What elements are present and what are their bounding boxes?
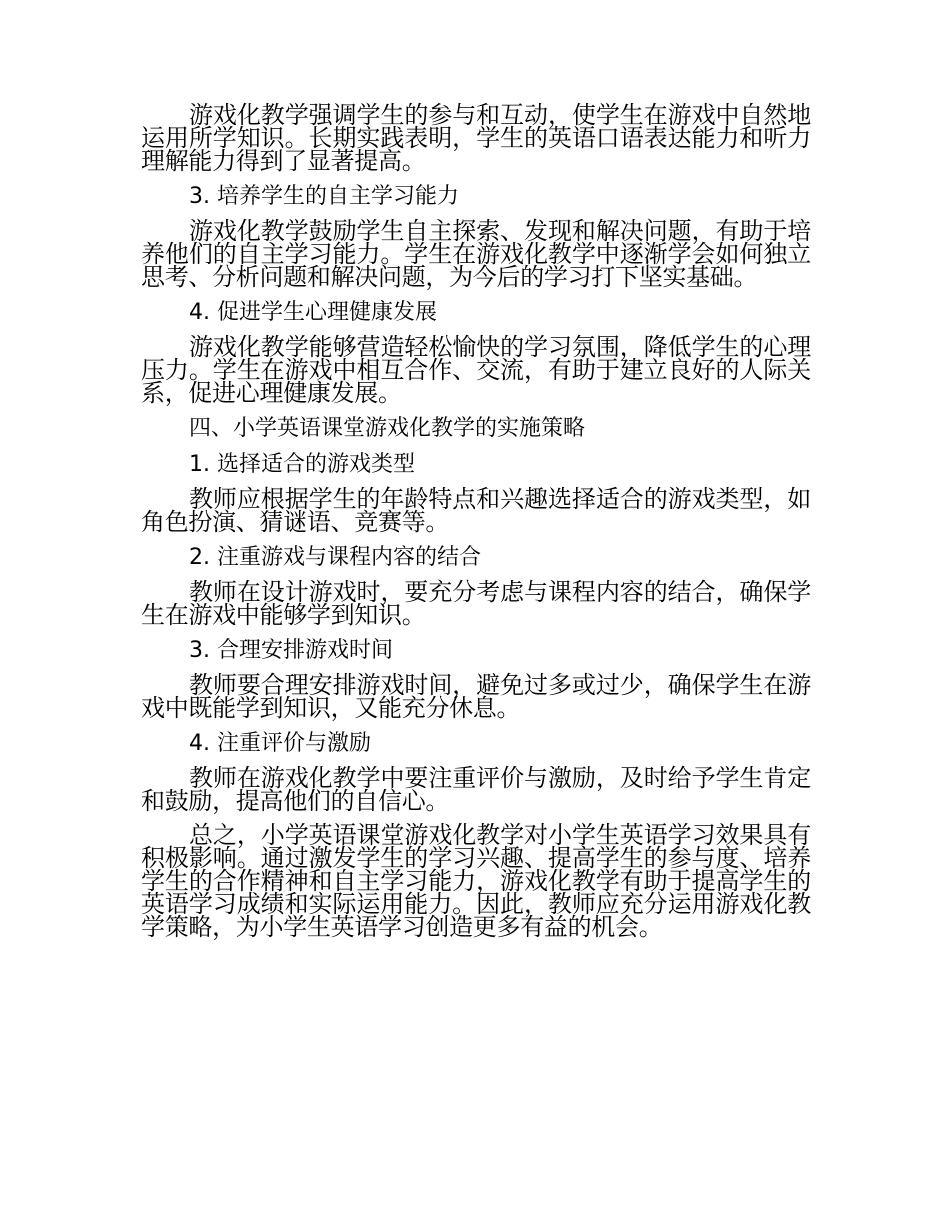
paragraph-mental-health: 游戏化教学能够营造轻松愉快的学习氛围，降低学生的心理压力。学生在游戏中相互合作、交流，有助于建立良好的人际关系，促进心理健康发展。	[141, 333, 811, 407]
paragraph-game-time: 教师要合理安排游戏时间，避免过多或过少，确保学生在游戏中既能学到知识，又能充分休息。	[141, 671, 811, 722]
document-page	[141, 101, 811, 950]
heading-choose-game-type: 1. 选择适合的游戏类型	[189, 452, 415, 477]
heading-mental-health: 4. 促进学生心理健康发展	[189, 300, 437, 325]
paragraph-choose-game-type: 教师应根据学生的年龄特点和兴趣选择适合的游戏类型，如角色扮演、猜谜语、竞赛等。	[141, 485, 811, 536]
heading-autonomous-learning: 3. 培养学生的自主学习能力	[189, 184, 459, 209]
paragraph-game-course-integration: 教师在设计游戏时，要充分考虑与课程内容的结合，确保学生在游戏中能够学到知识。	[141, 578, 811, 629]
paragraph-conclusion: 总之，小学英语课堂游戏化教学对小学生英语学习效果具有积极影响。通过激发学生的学习兴趣、提高学生的参与度、培养学生的合作精神和自主学习能力，游戏化教学有助于提高学生的英语学习成绩和实际运用能力。因此，教师应充分运用游戏化教学策略，为小学生英语学习创造更多有益的机会。	[141, 821, 811, 941]
section-heading-strategies: 四、小学英语课堂游戏化教学的实施策略	[189, 416, 586, 441]
paragraph-gamification-interaction: 游戏化教学强调学生的参与和互动，使学生在游戏中自然地运用所学知识。长期实践表明，学生的英语口语表达能力和听力理解能力得到了显著提高。	[141, 101, 811, 175]
paragraph-evaluation-incentive: 教师在游戏化教学中要注重评价与激励，及时给予学生肯定和鼓励，提高他们的自信心。	[141, 764, 811, 815]
heading-game-course-integration: 2. 注重游戏与课程内容的结合	[189, 545, 481, 570]
heading-game-time: 3. 合理安排游戏时间	[189, 638, 393, 663]
heading-evaluation-incentive: 4. 注重评价与激励	[189, 731, 371, 756]
paragraph-autonomous-learning: 游戏化教学鼓励学生自主探索、发现和解决问题，有助于培养他们的自主学习能力。学生在游戏化教学中逐渐学会如何独立思考、分析问题和解决问题，为今后的学习打下坚实基础。	[141, 217, 811, 291]
